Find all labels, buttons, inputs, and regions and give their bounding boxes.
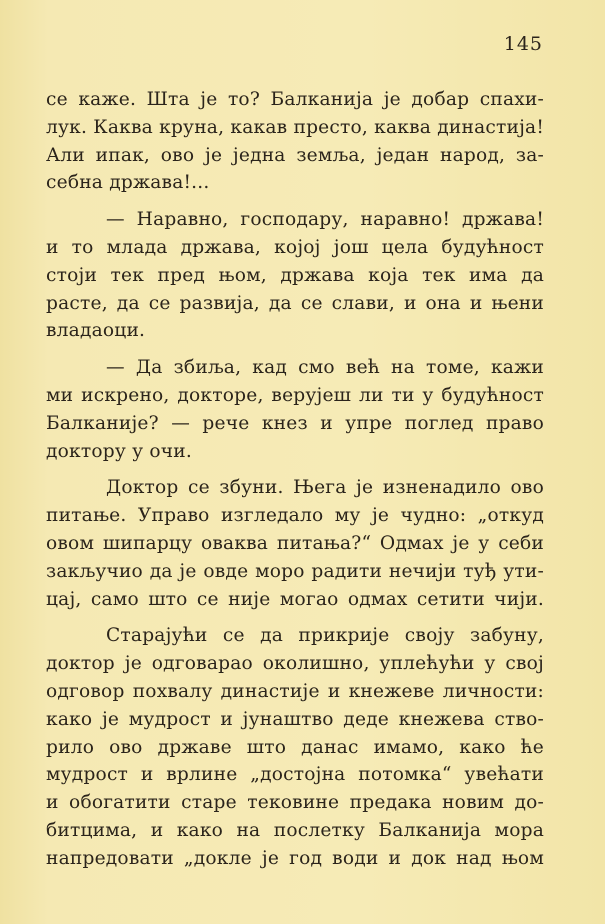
text-line: одговор похвалу династије и кнежеве личности: bbox=[46, 680, 544, 702]
text-line: — Наравно, господару, наравно! држава! bbox=[106, 209, 544, 231]
text-line: цај, само што се није могао одмах сетити чији. bbox=[46, 588, 544, 610]
paragraph bbox=[46, 354, 544, 465]
text-line: и обогатити старе тековине предака новим до- bbox=[46, 792, 544, 814]
text-line: напредовати „докле је год води и док над њом bbox=[46, 847, 544, 869]
body-text bbox=[46, 86, 544, 873]
text-line: и то млада држава, којој још цела будућност bbox=[46, 236, 544, 258]
text-line: рило ово државе што данас имамо, како ће bbox=[46, 736, 544, 758]
text-line: себна држава!... bbox=[46, 172, 210, 194]
text-line: доктор је одговарао околишно, уплећући у свој bbox=[46, 653, 544, 675]
text-line: Али ипак, ово је једна земља, један народ, за- bbox=[46, 144, 544, 166]
text-line: Доктор се збуни. Њега је изненадило ово bbox=[106, 477, 544, 499]
text-line: битцима, и како на послетку Балканија мора bbox=[46, 819, 544, 841]
text-line: ми искрено, докторе, верујеш ли ти у будућност bbox=[46, 384, 544, 406]
paragraph bbox=[46, 622, 544, 872]
text-line: стоји тек пред њом, држава која тек има да bbox=[46, 264, 544, 286]
paragraph bbox=[46, 206, 544, 345]
text-line: — Да збиља, кад смо већ на томе, кажи bbox=[106, 357, 544, 379]
text-line: Балканије? — рече кнез и упре поглед право bbox=[46, 412, 544, 434]
text-line: расте, да се развија, да се слави, и она и њени bbox=[46, 292, 544, 314]
text-line: овом шипарцу оваква питања?“ Одмах је у себи bbox=[46, 532, 544, 554]
page-number: 145 bbox=[503, 33, 543, 55]
text-line: питање. Управо изгледало му је чудно: „откуд bbox=[46, 505, 544, 527]
text-line: лук. Каква круна, какав престо, каква династија! bbox=[46, 116, 544, 138]
text-line: мудрост и врлине „достојна потомка“ увећати bbox=[46, 764, 544, 786]
text-line: се каже. Шта је то? Балканија је добар спахи- bbox=[46, 89, 544, 110]
text-line: како је мудрост и јунаштво деде кнежева ство- bbox=[46, 708, 544, 730]
paragraph bbox=[46, 474, 544, 613]
paragraph bbox=[46, 86, 544, 197]
text-line: владаоци. bbox=[46, 320, 146, 342]
text-line: Старајући се да прикрије своју забуну, bbox=[106, 625, 544, 647]
text-line: закључио да је овде моро радити нечији туђ ути- bbox=[46, 560, 544, 582]
text-line: доктору у очи. bbox=[46, 440, 192, 462]
